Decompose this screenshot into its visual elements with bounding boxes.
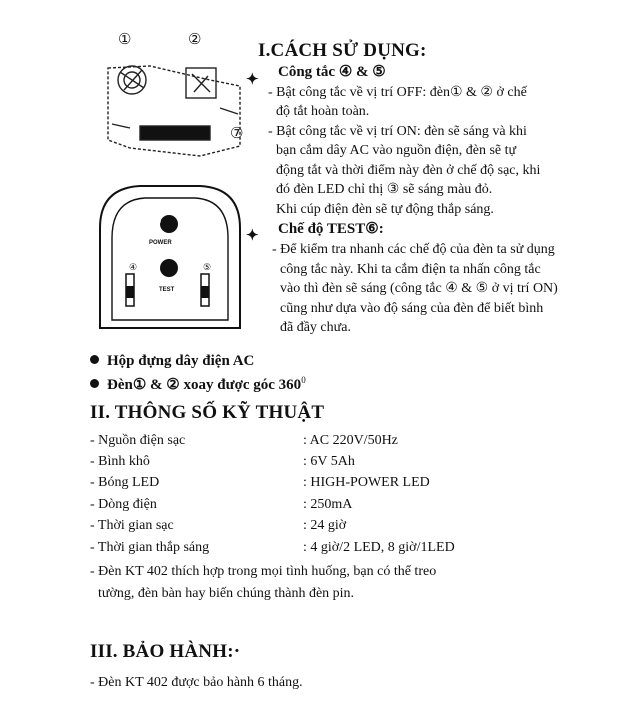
switch-line-7: Khi cúp điện đèn sẽ tự động thắp sáng. bbox=[276, 202, 494, 217]
spec-label: - Nguồn điện sạc bbox=[90, 433, 186, 448]
figure-label-2: ② bbox=[188, 32, 202, 48]
spec-label: - Dòng điện bbox=[90, 497, 157, 512]
switch-line-5: động tắt và thời điểm này đèn ở chế độ sạc, khi bbox=[276, 163, 541, 178]
switch-line-6: đó đèn LED chỉ thị ③ sẽ sáng màu đỏ. bbox=[276, 182, 493, 197]
section-3-title: III. BẢO HÀNH:· bbox=[90, 641, 241, 662]
degree-mark: 0 bbox=[301, 375, 306, 385]
star-bullet-icon: ✦ bbox=[246, 72, 259, 88]
bullet-dot-icon bbox=[90, 355, 99, 364]
switch-heading: Công tắc ④ & ⑤ bbox=[278, 64, 386, 80]
test-line-4: cũng như dựa vào độ sáng của đèn để biết bình bbox=[280, 301, 544, 316]
spec-value: : 250mA bbox=[303, 497, 353, 512]
test-line-3: vào thì đèn sẽ sáng (công tắc ④ & ⑤ ở vị trí ON) bbox=[280, 281, 558, 296]
spec-label: - Bình khô bbox=[90, 454, 150, 469]
spec-value: : 4 giờ/2 LED, 8 giờ/1LED bbox=[303, 540, 455, 555]
section-1-title: I.CÁCH SỬ DỤNG: bbox=[258, 40, 427, 61]
figure-label-3: ③ bbox=[151, 214, 162, 228]
test-text: TEST bbox=[159, 287, 175, 293]
test-heading: Chế độ TEST⑥: bbox=[278, 221, 384, 237]
spec-value: : HIGH-POWER LED bbox=[303, 475, 430, 490]
figure-label-4: ④ bbox=[129, 262, 138, 272]
note-line-2: tường, đèn bàn hay biến chúng thành đèn pin. bbox=[98, 586, 355, 601]
figure-label-5: ⑤ bbox=[203, 262, 212, 272]
switch-line-4: bạn cắm dây AC vào nguồn điện, đèn sẽ tự bbox=[276, 143, 517, 158]
spec-value: : AC 220V/50Hz bbox=[303, 433, 398, 448]
spec-label: - Thời gian thắp sáng bbox=[90, 540, 210, 555]
switch-line-2: độ tắt hoàn toàn. bbox=[276, 104, 370, 119]
test-line-5: đã đầy chưa. bbox=[280, 320, 351, 335]
product-figure bbox=[90, 28, 260, 348]
feature-item bbox=[90, 375, 306, 394]
figure-label-1: ① bbox=[118, 32, 132, 48]
note-line-1: - Đèn KT 402 thích hợp trong mọi tình huống, bạn có thể treo bbox=[90, 564, 437, 579]
section-2-title: II. THÔNG SỐ KỸ THUẬT bbox=[90, 402, 325, 423]
spec-label: - Thời gian sạc bbox=[90, 518, 174, 533]
switch-line-3: - Bật công tắc về vị trí ON: đèn sẽ sáng và khi bbox=[268, 124, 527, 139]
spec-value: : 24 giờ bbox=[303, 518, 347, 533]
figure-label-7: ⑦ bbox=[230, 126, 244, 142]
spec-label: - Bóng LED bbox=[90, 475, 160, 490]
test-line-1: - Để kiểm tra nhanh các chế độ của đèn ta sử dụng bbox=[272, 242, 555, 257]
feature-text: Hộp đựng dây điện AC bbox=[107, 353, 255, 369]
feature-item bbox=[90, 353, 254, 370]
feature-text: Đèn① & ② xoay được góc 360 bbox=[107, 377, 302, 393]
spec-value: : 6V 5Ah bbox=[303, 454, 355, 469]
bullet-dot-icon bbox=[90, 379, 99, 388]
warranty-text: - Đèn KT 402 được bảo hành 6 tháng. bbox=[90, 675, 303, 690]
star-bullet-icon: ✦ bbox=[246, 228, 259, 244]
power-text: POWER bbox=[149, 240, 172, 246]
switch-line-1: - Bật công tắc về vị trí OFF: đèn① & ② ở chế bbox=[268, 85, 527, 100]
test-line-2: công tắc này. Khi ta cắm điện ta nhấn công tắc bbox=[280, 262, 541, 277]
lamp-illustration bbox=[90, 28, 260, 348]
